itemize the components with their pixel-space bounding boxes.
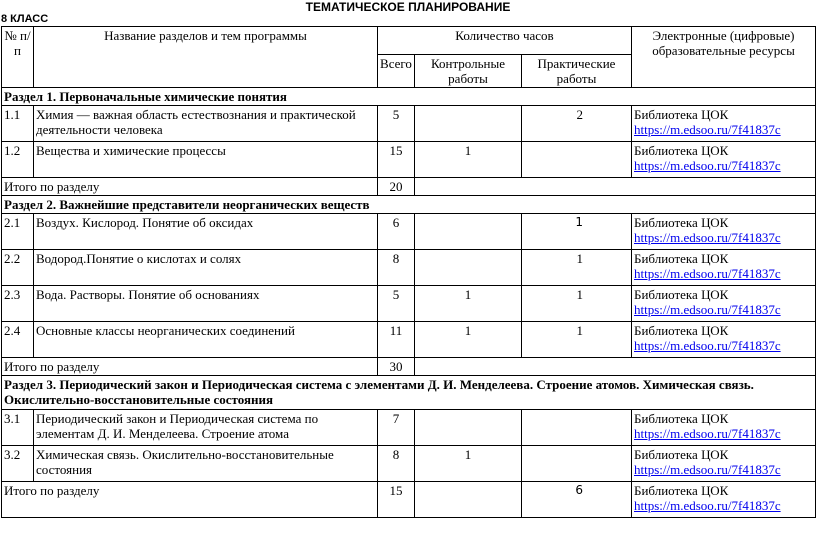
row-num: 1.1 [2,106,34,142]
subtotal-row [2,178,816,196]
resource-link[interactable]: https://m.edsoo.ru/7f41837c [634,498,781,513]
resource-link[interactable]: https://m.edsoo.ru/7f41837c [634,302,781,317]
resource-link[interactable]: https://m.edsoo.ru/7f41837c [634,230,781,245]
row-control [415,410,522,446]
final-control [415,482,522,518]
row-control [415,250,522,286]
row-name: Вода. Растворы. Понятие об основаниях [34,286,378,322]
row-practical: 1 [522,286,632,322]
row-resource [632,106,816,142]
resource-link[interactable]: https://m.edsoo.ru/7f41837c [634,266,781,281]
resource-link[interactable]: https://m.edsoo.ru/7f41837c [634,122,781,137]
header-resources: Электронные (цифровые) образовательные ресурсы [632,27,816,88]
row-practical [522,410,632,446]
row-resource [632,286,816,322]
resource-link[interactable]: https://m.edsoo.ru/7f41837c [634,338,781,353]
final-resource [632,482,816,518]
row-total: 7 [378,410,415,446]
row-num: 3.2 [2,446,34,482]
table-row [2,142,816,178]
row-resource [632,214,816,250]
table-row [2,106,816,142]
table-row [2,446,816,482]
row-name: Водород.Понятие о кислотах и солях [34,250,378,286]
subtotal-label: Итого по разделу [2,358,378,376]
table-row [2,250,816,286]
row-total: 11 [378,322,415,358]
resource-link[interactable]: https://m.edsoo.ru/7f41837c [634,426,781,441]
row-practical: 2 [522,106,632,142]
row-total: 6 [378,214,415,250]
final-total: 15 [378,482,415,518]
page-title: ТЕМАТИЧЕСКОЕ ПЛАНИРОВАНИЕ [305,0,511,14]
row-name: Химия — важная область естествознания и практической деятельности человека [34,106,378,142]
row-practical: 1 [522,322,632,358]
final-row [2,482,816,518]
header-name: Название разделов и тем программы [34,27,378,88]
final-label: Итого по разделу [2,482,378,518]
row-resource [632,446,816,482]
header-num: № п/п [2,27,34,88]
resource-library: Библиотека ЦОК [634,411,729,426]
row-control: 1 [415,322,522,358]
header-hours: Количество часов [378,27,632,55]
row-control [415,214,522,250]
row-total: 8 [378,446,415,482]
resource-library: Библиотека ЦОК [634,107,729,122]
row-num: 2.3 [2,286,34,322]
row-practical: 1 [522,214,632,250]
row-resource [632,410,816,446]
row-name: Основные классы неорганических соединений [34,322,378,358]
row-name: Воздух. Кислород. Понятие об оксидах [34,214,378,250]
header-total: Всего [378,55,415,88]
row-control: 1 [415,446,522,482]
row-num: 3.1 [2,410,34,446]
resource-library: Библиотека ЦОК [634,323,729,338]
header-control: Контрольные работы [415,55,522,88]
resource-link[interactable]: https://m.edsoo.ru/7f41837c [634,462,781,477]
subtotal-value: 20 [378,178,415,196]
row-total: 5 [378,286,415,322]
subtotal-empty [415,178,816,196]
thematic-plan-table [1,26,816,518]
subtotal-value: 30 [378,358,415,376]
section-title: Раздел 2. Важнейшие представители неорганических веществ [2,196,816,214]
resource-library: Библиотека ЦОК [634,143,729,158]
subtotal-label: Итого по разделу [2,178,378,196]
section-title: Раздел 3. Периодический закон и Периодическая система с элементами Д. И. Менделеева. Строение атомов. Химическая связь. Окислительно-восстановительные состояния [2,376,816,410]
class-label: 8 КЛАСС [1,13,49,25]
row-control [415,106,522,142]
row-num: 1.2 [2,142,34,178]
row-practical [522,446,632,482]
table-row [2,214,816,250]
final-practical: 6 [522,482,632,518]
resource-link[interactable]: https://m.edsoo.ru/7f41837c [634,158,781,173]
row-resource [632,322,816,358]
row-total: 5 [378,106,415,142]
subtotal-empty [415,358,816,376]
row-total: 15 [378,142,415,178]
subtotal-row [2,358,816,376]
resource-library: Библиотека ЦОК [634,215,729,230]
row-name: Вещества и химические процессы [34,142,378,178]
row-num: 2.1 [2,214,34,250]
row-resource [632,142,816,178]
row-practical: 1 [522,250,632,286]
table-row [2,286,816,322]
row-control: 1 [415,142,522,178]
resource-library: Библиотека ЦОК [634,251,729,266]
row-num: 2.4 [2,322,34,358]
header-practical: Практические работы [522,55,632,88]
resource-library: Библиотека ЦОК [634,447,729,462]
row-total: 8 [378,250,415,286]
row-name: Химическая связь. Окислительно-восстановительные состояния [34,446,378,482]
row-practical [522,142,632,178]
resource-library: Библиотека ЦОК [634,483,729,498]
resource-library: Библиотека ЦОК [634,287,729,302]
table-row [2,322,816,358]
row-control: 1 [415,286,522,322]
table-row [2,410,816,446]
row-num: 2.2 [2,250,34,286]
section-title: Раздел 1. Первоначальные химические понятия [2,88,816,106]
row-resource [632,250,816,286]
row-name: Периодический закон и Периодическая система по элементам Д. И. Менделеева. Строение атома [34,410,378,446]
